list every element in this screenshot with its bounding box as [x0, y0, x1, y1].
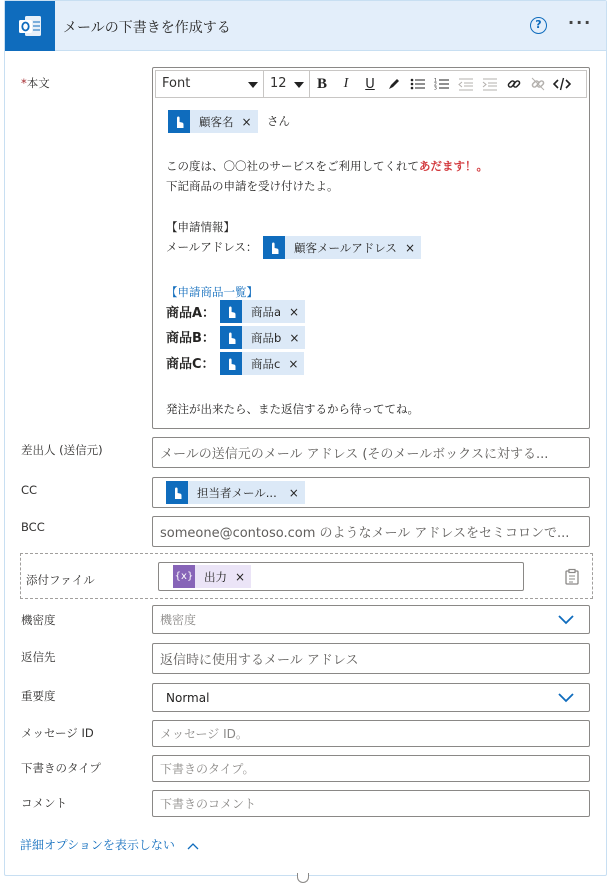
dynamic-content-token[interactable]: 担当者メール... ×	[166, 481, 305, 504]
remove-token-icon[interactable]: ×	[404, 240, 415, 255]
highlight-icon[interactable]	[382, 71, 406, 97]
body-editor[interactable]: Font 12 B I U 1 2 3 顧客名 × さん この度は、〇〇社のサービスをご利用してくれてあだます！。 下記商品の申請を受け付けたよ。 【申請情報】 メールアドレス： 顧客メールアドレス × 【申請商品一覧】 商品A： 商品a × 商品B： 商品b × 商品C： 商品c × 発注が出来たら、また返信するから待っててね。	[152, 67, 590, 429]
dynamic-content-token[interactable]: 顧客メールアドレス ×	[263, 236, 421, 259]
importance-dropdown[interactable]: Normal	[152, 683, 590, 712]
unlink-icon[interactable]	[526, 71, 550, 97]
numbered-list-icon[interactable]	[430, 71, 454, 97]
touch-icon	[263, 236, 285, 259]
editor-toolbar	[155, 70, 587, 98]
touch-icon	[220, 352, 242, 375]
dropdown-caret-icon	[248, 82, 258, 88]
message-id-input[interactable]: メッセージ ID。	[152, 720, 590, 747]
remove-token-icon[interactable]: ×	[289, 304, 300, 319]
attachments-label: 添付ファイル	[26, 573, 95, 587]
touch-icon	[220, 300, 242, 323]
dynamic-content-token[interactable]: 顧客名 ×	[168, 110, 258, 133]
cc-input[interactable]	[152, 477, 590, 508]
remove-token-icon[interactable]: ×	[289, 330, 300, 345]
dropdown-caret-icon	[294, 82, 304, 88]
remove-token-icon[interactable]: ×	[288, 485, 299, 500]
touch-icon	[220, 326, 242, 349]
sensitivity-label: 機密度	[21, 613, 56, 627]
sender-label: 差出人 (送信元)	[21, 443, 103, 457]
body-text-line: この度は、〇〇社のサービスをご利用してくれてあだます！。	[166, 159, 488, 173]
sensitivity-dropdown[interactable]: 機密度	[152, 605, 590, 634]
remove-token-icon[interactable]: ×	[235, 569, 246, 584]
action-card	[4, 0, 607, 876]
more-icon[interactable]: ···	[568, 13, 593, 32]
connector-handle	[297, 873, 309, 883]
draft-type-label: 下書きのタイプ	[21, 761, 101, 775]
bcc-label: BCC	[21, 520, 45, 534]
increase-indent-icon[interactable]	[478, 71, 502, 97]
action-header[interactable]	[5, 1, 606, 51]
comment-label: コメント	[21, 796, 67, 810]
chevron-down-icon	[558, 691, 574, 703]
font-size-select[interactable]: 12	[264, 71, 310, 97]
remove-token-icon[interactable]: ×	[288, 356, 299, 371]
attachments-input[interactable]	[158, 562, 524, 591]
svg-text:3: 3	[434, 86, 437, 91]
importance-label: 重要度	[21, 689, 56, 703]
action-title: メールの下書きを作成する	[63, 20, 231, 36]
chevron-up-icon	[187, 841, 199, 851]
font-family-select[interactable]: Font	[156, 71, 264, 97]
reply-to-label: 返信先	[21, 650, 56, 664]
draft-type-input[interactable]: 下書きのタイプ。	[152, 755, 590, 782]
dynamic-content-token[interactable]: 商品a ×	[220, 300, 305, 323]
chevron-down-icon	[558, 613, 574, 625]
underline-button[interactable]: U	[365, 76, 375, 92]
touch-icon	[168, 110, 190, 133]
svg-text:2: 2	[434, 82, 437, 88]
bold-button[interactable]: B	[316, 75, 327, 92]
reply-to-input[interactable]: 返信時に使用するメール アドレス	[152, 643, 590, 674]
expression-token[interactable]: {x} 出力 ×	[173, 565, 251, 588]
dynamic-content-token[interactable]: 商品c ×	[220, 352, 304, 375]
required-mark: *	[21, 76, 27, 90]
link-icon[interactable]	[502, 71, 526, 97]
body-label: *本文	[21, 76, 50, 90]
dynamic-content-token[interactable]: 商品b ×	[220, 326, 305, 349]
message-id-label: メッセージ ID	[21, 726, 94, 740]
cc-label: CC	[21, 483, 38, 497]
sender-input[interactable]: メールの送信元のメール アドレス (そのメールボックスに対する...	[152, 437, 590, 468]
help-icon[interactable]: ?	[530, 17, 547, 34]
bullet-list-icon[interactable]	[406, 71, 430, 97]
decrease-indent-icon[interactable]	[454, 71, 478, 97]
code-view-icon[interactable]	[550, 71, 574, 97]
remove-token-icon[interactable]: ×	[241, 114, 252, 129]
clipboard-icon[interactable]	[563, 568, 581, 590]
comment-input[interactable]: 下書きのコメント	[152, 790, 590, 817]
outlook-icon	[5, 1, 55, 51]
expression-icon: {x}	[173, 565, 195, 588]
italic-button[interactable]: I	[343, 76, 349, 91]
touch-icon	[166, 481, 188, 504]
bcc-input[interactable]: someone@contoso.com のようなメール アドレスをセミコロンで...	[152, 516, 590, 547]
hide-advanced-options-link[interactable]: 詳細オプションを表示しない	[20, 836, 199, 853]
svg-text:1: 1	[434, 78, 437, 84]
